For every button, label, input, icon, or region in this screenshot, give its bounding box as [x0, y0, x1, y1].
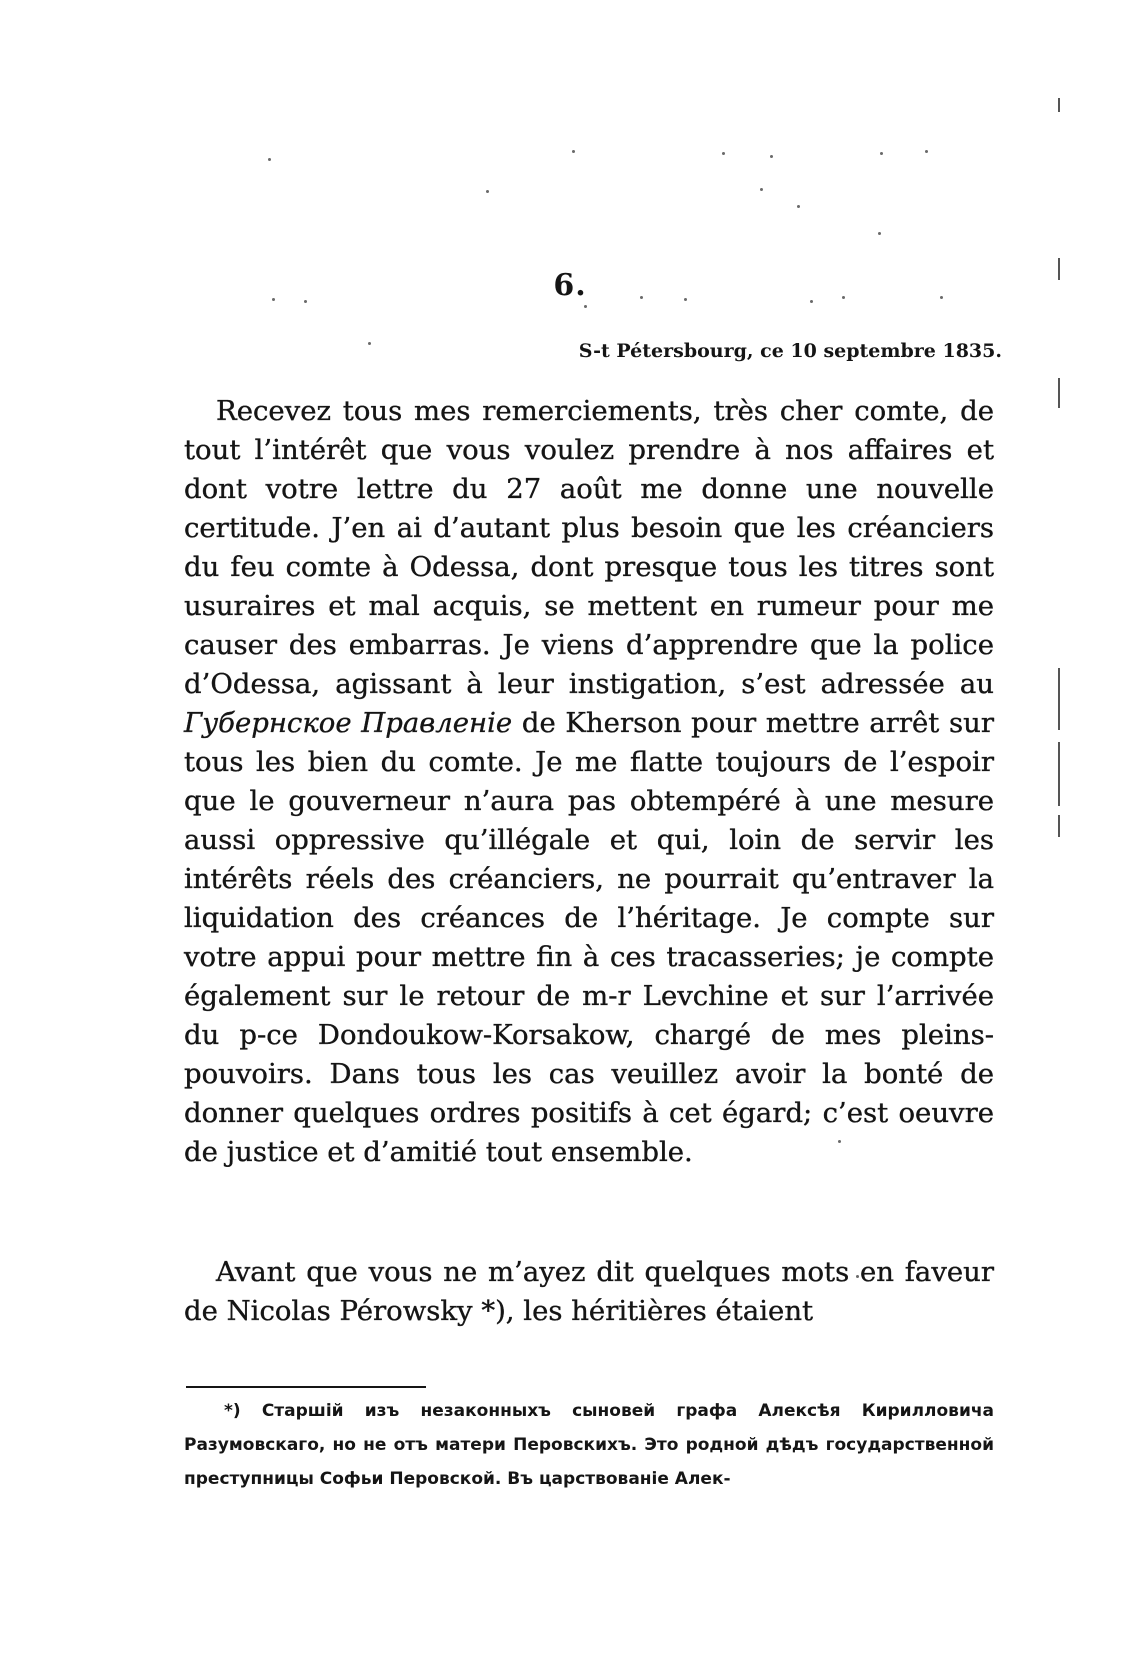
paragraph-1 [184, 392, 994, 1172]
footnote: *) Старшій изъ незаконныхъ сыновей графа Алексѣя Кирилловича Разумовскаго, но не отъ матери Перовскихъ. Это родной дѣдъ государственной преступницы Софьи Перовской. Въ царствованіе Алек- [184, 1401, 994, 1489]
dateline: S-t Pétersbourg, ce 10 septembre 1835. [578, 340, 1002, 362]
paragraph-1-text-a: Recevez tous mes remerciements, très cher comte, de tout l’intérêt que vous voulez prendre à nos affaires et dont votre lettre du 27 août me donne une nouvelle certitude. J’en ai d’autant plus besoin que les créanciers du feu comte à Odessa, dont presque tous les titres sont usuraires et mal acquis, se mettent en rumeur pour me causer des embarras. Je viens d’apprendre que la police d’Odessa, agissant à leur instigation, s’est adressée au [184, 395, 994, 700]
margin-rule [1058, 742, 1060, 806]
paragraph-2: Avant que vous ne m’ayez dit quelques mots en faveur de Nicolas Pérowsky *), les héritières étaient [184, 1256, 994, 1327]
margin-rule [1058, 668, 1060, 730]
margin-rule [1058, 815, 1060, 837]
margin-rule [1058, 98, 1060, 112]
russian-institution-name: Губернское Правленіе [184, 707, 513, 739]
margin-rule [1058, 378, 1060, 408]
paragraph-1-text-b: de Kherson pour mettre arrêt sur tous les bien du comte. Je me flatte toujours de l’espoir que le gouverneur n’aura pas obtempéré à une mesure aussi oppressive qu’illégale et qui, loin de servir les intérêts réels des créanciers, ne pourrait qu’entraver la liquidation des créances de l’héritage. Je compte sur votre appui pour mettre fin à ces tracasseries; je compte également sur le retour de m-r Levchine et sur l’arrivée du p-ce Dondoukow-Korsakow, chargé de mes pleins-pouvoirs. Dans tous les cas veuillez avoir la bonté de donner quelques ordres positifs à cet égard; c’est oeuvre de justice et d’amitié tout ensemble. [184, 707, 994, 1168]
footnote-divider [186, 1386, 426, 1388]
letter-number: 6. [553, 268, 587, 303]
